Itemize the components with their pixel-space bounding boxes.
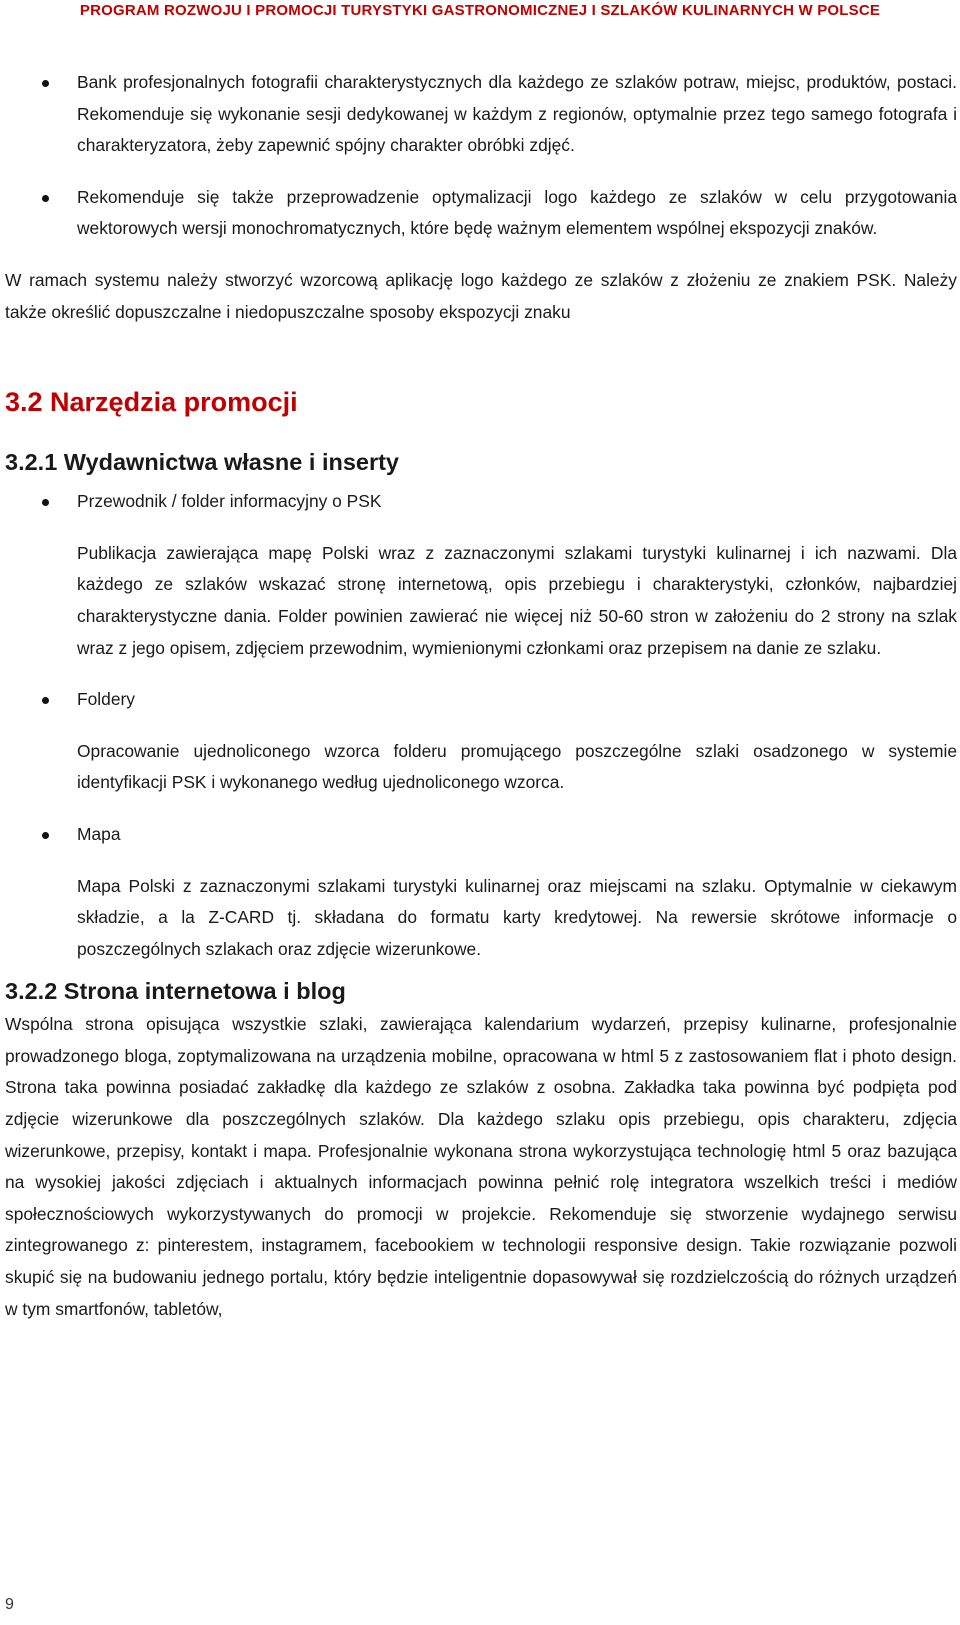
list-item (5, 486, 957, 518)
list-item (5, 67, 957, 162)
item-description: Opracowanie ujednoliconego wzorca folderu promującego poszczególne szlaki osadzonego w systemie identyfikacji PSK i wykonanego według ujednoliconego wzorca. (77, 740, 957, 793)
body-paragraph: Wspólna strona opisująca wszystkie szlaki, zawierająca kalendarium wydarzeń, przepisy kulinarne, profesjonalnie prowadzonego bloga, zoptymalizowana na urządzenia mobilne, opracowana w html 5 z zastosowaniem flat i photo design. Strona taka powinna posiadać zakładkę dla każdego ze szlaków z osobna. Zakładka taka powinna być podpięta pod zdjęcie wizerunkowe dla poszczególnych szlaków. Dla każdego szlaku opis przebiegu, opis charakteru, zdjęcia wizerunkowe, przepisy, kontakt i mapa. Profesjonalnie wykonana strona wykorzystująca technologię html 5 oraz bazująca na wysokiej jakości zdjęciach i aktualnych informacjach powinna pełnić rolę integratora wszelkich treści i mediów społecznościowych wykorzystywanych do promocji w projekcie. Rekomenduje się stworzenie wydajnego serwisu zintegrowanego z: pinterestem, instagramem, facebookiem w technologii responsive design. Takie rozwiązanie pozwoli skupić się na budowaniu jednego portalu, który będzie inteligentnie dopasowywał się rozdzielczością do różnych urządzeń w tym smartfonów, tabletów, (5, 1014, 957, 1319)
intro-paragraph: W ramach systemu należy stworzyć wzorcową aplikację logo każdego ze szlaków z złożeniu ze znakiem PSK. Należy także określić dopuszczalne i niedopuszczalne sposoby ekspozycji znaku (5, 269, 957, 322)
bullet-icon (42, 697, 49, 704)
bullet-icon (42, 499, 49, 506)
bullet-icon (42, 195, 49, 202)
list-item (5, 684, 957, 716)
item-label: Przewodnik / folder informacyjny o PSK (77, 491, 382, 512)
item-label: Mapa (77, 823, 121, 844)
bullet-text: Bank profesjonalnych fotografii charakterystycznych dla każdego ze szlaków potraw, miejsc, produktów, postaci. Rekomenduje się wykonanie sesji dedykowanej w każdym z regionów, optymalnie przez tego samego fotografa i charakteryzatora, żeby zapewnić spójny charakter obróbki zdjęć. (77, 72, 957, 156)
document-header: PROGRAM ROZWOJU I PROMOCJI TURYSTYKI GASTRONOMICZNEJ I SZLAKÓW KULINARNYCH W POLSCE (79, 2, 881, 19)
item-description: Publikacja zawierająca mapę Polski wraz z zaznaczonymi szlakami turystyki kulinarnej i ich nazwami. Dla każdego ze szlaków wskazać stronę internetową, opis przebiegu i charakterystyki, członków, najbardziej charakterystyczne dania. Folder powinien zawierać nie więcej niż 50-60 stron w założeniu do 2 strony na szlak wraz z jego opisem, zdjęciem przewodnim, wymienionymi członkami oraz przepisem na danie ze szlaku. (77, 542, 957, 658)
bullet-icon (42, 80, 49, 87)
list-item (5, 182, 957, 245)
item-label: Foldery (77, 689, 135, 710)
subsection-heading: 3.2.1 Wydawnictwa własne i inserty (5, 449, 400, 476)
section-heading: 3.2 Narzędzia promocji (5, 387, 298, 418)
bullet-icon (42, 832, 49, 839)
item-description: Mapa Polski z zaznaczonymi szlakami turystyki kulinarnej oraz miejscami na szlaku. Optymalnie w ciekawym składzie, a la Z-CARD tj. składana do formatu karty kredytowej. Na rewersie skrótowe informacje o poszczególnych szlakach oraz zdjęcie wizerunkowe. (77, 875, 957, 959)
bullet-text: Rekomenduje się także przeprowadzenie optymalizacji logo każdego ze szlaków w celu przygotowania wektorowych wersji monochromatycznych, które będę ważnym elementem wspólnej ekspozycji znaków. (77, 186, 957, 239)
page-content (5, 67, 957, 1325)
list-item (5, 819, 957, 851)
subsection-heading: 3.2.2 Strona internetowa i blog (5, 978, 346, 1005)
page-number: 9 (5, 1596, 14, 1613)
